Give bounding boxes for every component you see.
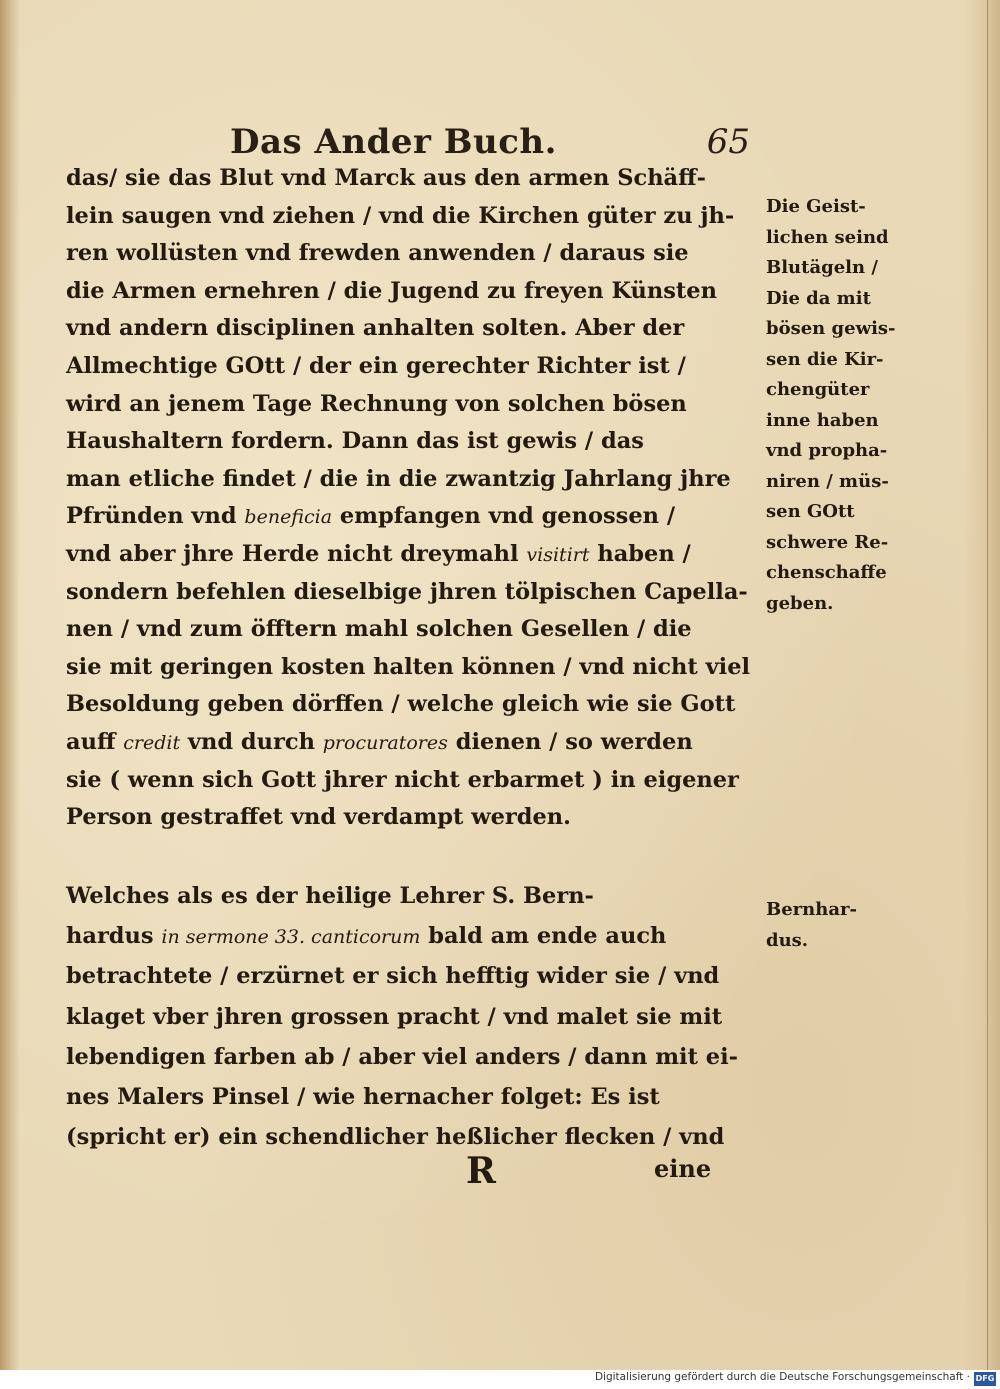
text-segment: Allmechtige GOtt / der ein gerechter Richter ist / [66, 353, 686, 379]
margin-note-line: chengüter [766, 379, 870, 400]
text-line [66, 497, 675, 535]
footer-bar [0, 1370, 1000, 1389]
margin-note-line: dus. [766, 929, 809, 951]
margin-note-line: vnd propha- [766, 440, 888, 461]
text-segment: Person gestraffet vnd verdampt werden. [66, 804, 571, 831]
text-segment: lein saugen vnd ziehen / vnd die Kirchen güter zu jh- [66, 202, 735, 229]
digitization-credit: Digitalisierung gefördert durch die Deutsche Forschungsgemeinschaft · [594, 1371, 970, 1383]
margin-note-line: lichen seind [766, 226, 889, 248]
margin-note-line: Die da mit [766, 287, 871, 309]
text-line [66, 197, 734, 235]
text-segment: Besoldung geben dörffen / welche gleich wie sie Gott [66, 691, 736, 718]
latin-phrase: beneficia [244, 506, 333, 529]
margin-note-line: Die Geist- [766, 196, 866, 217]
text-line [66, 685, 735, 723]
text-line [66, 957, 719, 995]
margin-note-line: sen GOtt [766, 501, 855, 522]
catchword: eine [654, 1154, 712, 1183]
text-line [66, 385, 687, 423]
text-line [66, 234, 689, 272]
text-line [66, 610, 692, 648]
margin-note-line: Bernhar- [766, 899, 857, 920]
margin-note-line: sen die Kir- [766, 348, 884, 370]
margin-note-line: Blutägeln / [766, 257, 878, 278]
text-segment: Haushaltern fordern. Dann das ist gewis / das [66, 428, 644, 455]
text-segment: vnd aber jhre Herde nicht dreymahl [66, 541, 527, 567]
text-segment: haben / [589, 541, 691, 567]
text-segment: bald am ende auch [420, 923, 667, 950]
margin-note-line: geben. [766, 592, 834, 614]
text-segment: dienen / so werden [447, 729, 693, 755]
margin-note-line: chenschaffe [766, 562, 887, 583]
text-segment: vnd durch [180, 729, 323, 755]
text-segment: sondern befehlen dieselbige jhren tölpischen Capella- [66, 578, 748, 605]
text-segment: (spricht er) ein schendlicher heßlicher flecken / vnd [66, 1124, 725, 1151]
margin-note-line: inne haben [766, 409, 879, 431]
text-segment: man etliche findet / die in die zwantzig Jahrlang jhre [66, 465, 731, 492]
page-edge [964, 0, 1000, 1370]
text-line [66, 998, 722, 1036]
text-segment: nes Malers Pinsel / wie hernacher folget: Es ist [66, 1084, 660, 1110]
latin-phrase: visitirt [526, 544, 590, 566]
text-segment: vnd andern disciplinen anhalten solten. Aber der [66, 315, 685, 342]
text-segment: sie ( wenn sich Gott jhrer nicht erbarmet ) in eigener [66, 766, 739, 793]
text-line [66, 272, 717, 310]
text-line [66, 877, 594, 915]
text-segment: Welches als es der heilige Lehrer S. Bern- [66, 883, 594, 909]
text-line [66, 798, 571, 836]
text-line [66, 1078, 660, 1116]
text-segment: sie mit geringen kosten halten können / vnd nicht viel [66, 653, 751, 680]
text-line [66, 309, 684, 347]
dfg-logo-icon: DFG [974, 1372, 996, 1386]
latin-phrase: in sermone 33. canticorum [161, 926, 421, 949]
text-segment: empfangen vnd genossen / [332, 503, 676, 530]
catchline [466, 1150, 766, 1190]
text-segment: klaget vber jhren grossen pracht / vnd malet sie mit [66, 1003, 723, 1030]
margin-note-line: niren / müs- [766, 470, 889, 492]
text-line [66, 460, 731, 498]
book-spine-shadow [0, 0, 20, 1370]
text-line [66, 917, 666, 955]
text-line [66, 422, 644, 460]
text-line [66, 648, 750, 686]
text-segment: auff [66, 729, 124, 755]
text-segment: hardus [66, 923, 162, 950]
running-title: Das Ander Buch. [230, 122, 557, 162]
text-line [66, 1038, 738, 1076]
text-line [66, 159, 706, 197]
text-segment: die Armen ernehren / die Jugend zu freyen Künsten [66, 277, 717, 304]
page-number: 65 [706, 122, 750, 162]
latin-phrase: procuratores [322, 732, 448, 754]
latin-phrase: credit [123, 732, 181, 754]
margin-note-line: schwere Re- [766, 531, 889, 553]
text-line [66, 347, 686, 385]
text-segment: betrachtete / erzürnet er sich hefftig wider sie / vnd [66, 963, 720, 990]
text-segment: ren wollüsten vnd frewden anwenden / daraus sie [66, 240, 689, 267]
text-segment: lebendigen farben ab / aber viel anders / dann mit ei- [66, 1043, 739, 1070]
margin-note-line: bösen gewis- [766, 318, 896, 339]
text-segment: das/ sie das Blut vnd Marck aus den armen Schäff- [66, 165, 706, 191]
text-segment: wird an jenem Tage Rechnung von solchen bösen [66, 390, 687, 417]
text-line [66, 761, 739, 799]
signature-mark: R [466, 1150, 496, 1192]
text-line [66, 723, 693, 761]
text-line [66, 573, 748, 611]
text-line [66, 535, 691, 573]
text-segment: nen / vnd zum öfftern mahl solchen Gesellen / die [66, 616, 692, 643]
text-segment: Pfründen vnd [66, 503, 245, 530]
